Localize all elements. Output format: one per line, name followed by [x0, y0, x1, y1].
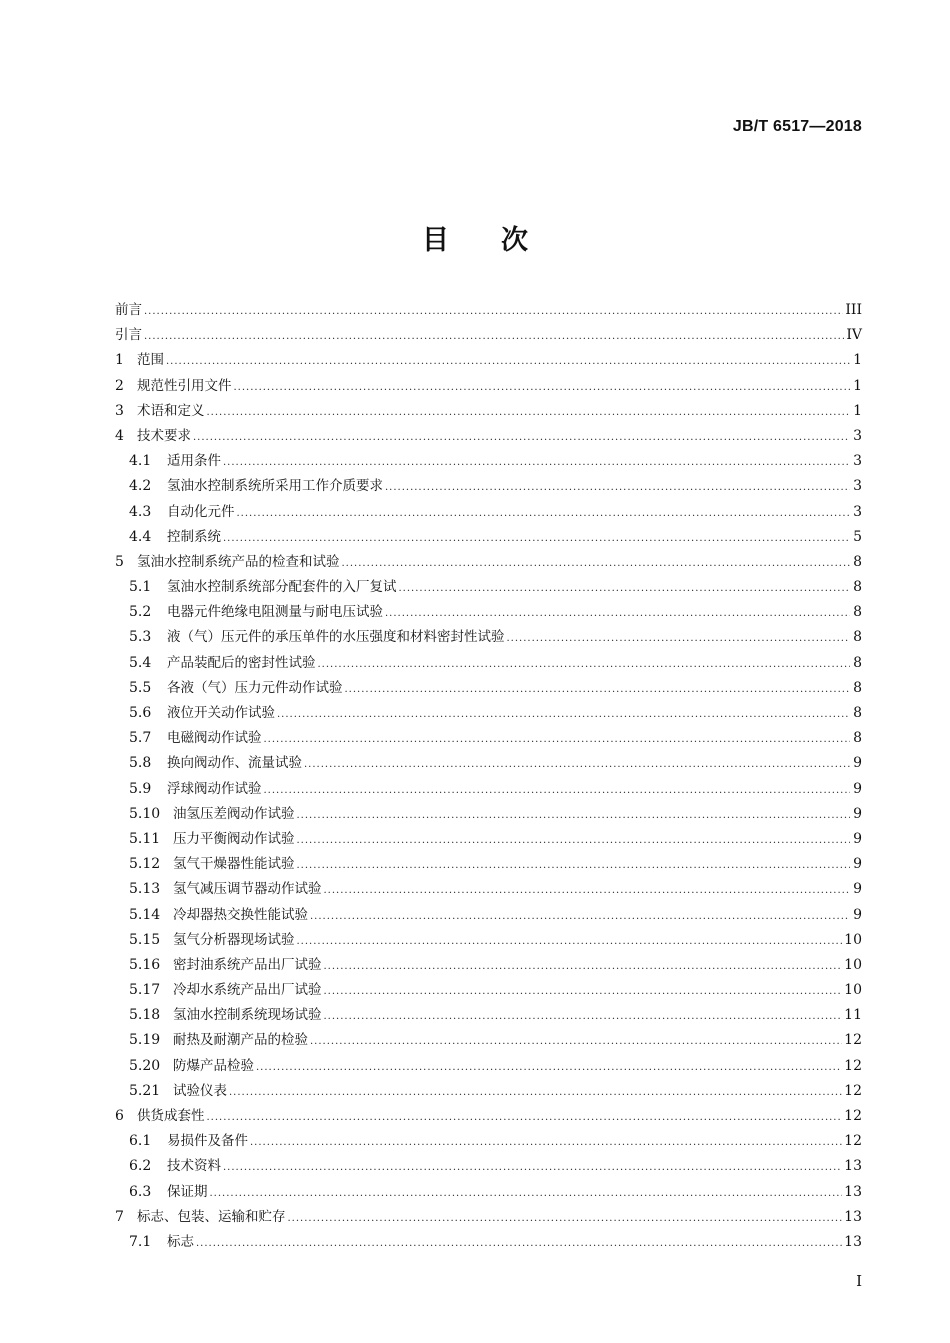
toc-leader-dots — [196, 1231, 842, 1256]
toc-leader-dots — [304, 752, 850, 777]
toc-entry-label: 规范性引用文件 — [137, 377, 232, 394]
toc-leader-dots — [207, 1105, 843, 1130]
toc-entry[interactable] — [115, 877, 862, 902]
toc-entry-number: 6.1 — [129, 1133, 152, 1150]
toc-entry-number: 5.18 — [129, 1007, 161, 1024]
toc-entry-label: 供货成套性 — [137, 1108, 205, 1124]
toc-entry[interactable] — [115, 1205, 862, 1230]
toc-leader-dots — [144, 299, 843, 324]
toc-leader-dots — [264, 778, 851, 803]
toc-entry-page: 8 — [853, 604, 862, 621]
toc-entry-number: 5.12 — [129, 856, 161, 873]
toc-entry-label: 冷却器热交换性能试验 — [173, 906, 308, 923]
toc-leader-dots — [297, 803, 851, 828]
toc-entry[interactable] — [115, 1129, 862, 1154]
toc-entry[interactable] — [115, 1180, 862, 1205]
toc-entry[interactable] — [115, 550, 862, 575]
toc-leader-dots — [399, 576, 851, 601]
toc-leader-dots — [229, 1080, 842, 1105]
toc-leader-dots — [385, 475, 850, 500]
toc-entry-page: 11 — [844, 1007, 862, 1024]
toc-entry-number: 4.3 — [129, 503, 152, 520]
toc-entry-label: 氢油水控制系统所采用工作介质要求 — [167, 478, 383, 495]
toc-leader-dots — [310, 1029, 842, 1054]
toc-entry-label: 油氢压差阀动作试验 — [173, 805, 295, 822]
toc-entry[interactable] — [115, 449, 862, 474]
toc-entry[interactable] — [115, 978, 862, 1003]
toc-leader-dots — [345, 677, 851, 702]
toc-leader-dots — [297, 929, 843, 954]
toc-leader-dots — [297, 828, 851, 853]
toc-entry-number: 5.20 — [129, 1057, 161, 1074]
toc-leader-dots — [310, 904, 850, 929]
toc-leader-dots — [264, 727, 851, 752]
standard-number: JB/T 6517—2018 — [732, 118, 862, 135]
toc-entry-label: 保证期 — [167, 1183, 208, 1200]
toc-entry-page: 5 — [853, 528, 862, 545]
toc-entry-page: 12 — [844, 1082, 862, 1099]
toc-entry-label: 前言 — [115, 302, 142, 318]
toc-entry-number: 3 — [115, 402, 124, 419]
toc-entry-page: 13 — [844, 1158, 862, 1175]
toc-leader-dots — [385, 601, 850, 626]
toc-entry-label: 氢油水控制系统产品的检查和试验 — [137, 553, 340, 570]
toc-entry-page: 3 — [853, 427, 862, 444]
toc-leader-dots — [342, 551, 851, 576]
toc-entry-label: 适用条件 — [167, 453, 221, 470]
toc-entry-label: 浮球阀动作试验 — [167, 780, 262, 797]
toc-entry-label: 防爆产品检验 — [173, 1057, 254, 1074]
toc-entry-page: 9 — [853, 805, 862, 822]
toc-entry-label: 标志、包装、运输和贮存 — [137, 1208, 286, 1225]
toc-leader-dots — [193, 425, 850, 450]
toc-entry[interactable] — [115, 676, 862, 701]
toc-entry[interactable] — [115, 1028, 862, 1053]
toc-entry-page: 8 — [853, 629, 862, 646]
toc-leader-dots — [250, 1130, 842, 1155]
toc-entry-number: 4.4 — [129, 528, 152, 545]
toc-entry-number: 5.4 — [129, 654, 152, 671]
toc-entry-number: 5.10 — [129, 805, 161, 822]
toc-entry-label: 电器元件绝缘电阻测量与耐电压试验 — [167, 604, 383, 621]
toc-entry-label: 耐热及耐潮产品的检验 — [173, 1032, 308, 1049]
toc-entry-page: 9 — [853, 906, 862, 923]
toc-entry-page: 9 — [853, 881, 862, 898]
toc-entry-page: 10 — [844, 931, 862, 948]
toc-entry-page: IV — [846, 327, 862, 344]
toc-entry-number: 7 — [115, 1208, 124, 1225]
toc-entry-page: 8 — [853, 553, 862, 570]
toc-entry-number: 5.9 — [129, 780, 152, 797]
toc-entry[interactable] — [115, 575, 862, 600]
toc-entry-page: 8 — [853, 679, 862, 696]
toc-entry[interactable] — [115, 298, 862, 323]
toc-leader-dots — [223, 1155, 842, 1180]
toc-leader-dots — [207, 400, 851, 425]
toc-entry-page: 9 — [853, 830, 862, 847]
toc-leader-dots — [324, 954, 843, 979]
toc-entry-label: 氢气减压调节器动作试验 — [173, 881, 322, 898]
toc-entry[interactable] — [115, 827, 862, 852]
toc-entry[interactable] — [115, 374, 862, 399]
toc-entry-page: III — [845, 302, 862, 318]
toc-entry-number: 4.2 — [129, 478, 152, 495]
toc-entry-page: 8 — [853, 705, 862, 721]
table-of-contents — [115, 298, 862, 1255]
toc-entry-page: 13 — [844, 1183, 862, 1200]
toc-entry-label: 控制系统 — [167, 528, 221, 545]
toc-entry[interactable] — [115, 399, 862, 424]
toc-entry[interactable] — [115, 1230, 862, 1255]
toc-leader-dots — [324, 979, 843, 1004]
toc-entry-number: 5.15 — [129, 931, 161, 948]
toc-entry-page: 12 — [844, 1032, 862, 1049]
toc-entry-page: 13 — [844, 1208, 862, 1225]
toc-leader-dots — [288, 1206, 843, 1231]
toc-entry-label: 氢油水控制系统部分配套件的入厂复试 — [167, 579, 397, 596]
toc-entry-page: 9 — [853, 755, 862, 772]
toc-entry-number: 5.11 — [129, 830, 161, 847]
toc-entry-label: 氢油水控制系统现场试验 — [173, 1007, 322, 1024]
toc-entry-number: 6.3 — [129, 1183, 152, 1200]
toc-entry-number: 5.17 — [129, 982, 161, 999]
toc-entry-label: 标志 — [167, 1233, 194, 1250]
toc-entry-page: 3 — [853, 453, 862, 470]
toc-entry-label: 自动化元件 — [167, 503, 235, 520]
page-number: I — [856, 1272, 862, 1290]
toc-entry[interactable] — [115, 600, 862, 625]
toc-entry-page: 3 — [853, 503, 862, 520]
toc-leader-dots — [256, 1055, 842, 1080]
toc-entry-page: 10 — [844, 956, 862, 973]
toc-entry-number: 7.1 — [129, 1233, 152, 1250]
toc-entry-label: 术语和定义 — [137, 402, 205, 419]
toc-entry-page: 9 — [853, 780, 862, 797]
toc-entry-label: 液位开关动作试验 — [167, 705, 275, 721]
toc-entry-number: 4.1 — [129, 453, 152, 470]
toc-entry[interactable] — [115, 348, 862, 373]
toc-entry-page: 1 — [853, 402, 862, 419]
toc-entry[interactable] — [115, 651, 862, 676]
toc-entry-number: 5 — [115, 553, 124, 570]
toc-leader-dots — [210, 1181, 843, 1206]
toc-entry-number: 5.2 — [129, 604, 152, 621]
toc-entry[interactable] — [115, 701, 862, 726]
toc-entry-number: 5.5 — [129, 679, 152, 696]
toc-entry-label: 易损件及备件 — [167, 1133, 248, 1150]
toc-leader-dots — [324, 1004, 843, 1029]
toc-entry[interactable] — [115, 500, 862, 525]
toc-entry-page: 12 — [844, 1057, 862, 1074]
toc-entry-number: 5.16 — [129, 956, 161, 973]
toc-entry-number: 5.1 — [129, 579, 152, 596]
toc-entry-number: 2 — [115, 377, 124, 394]
toc-leader-dots — [166, 349, 850, 374]
toc-entry-number: 4 — [115, 427, 124, 444]
toc-entry-label: 技术要求 — [137, 427, 191, 444]
toc-entry-page: 8 — [853, 654, 862, 671]
toc-entry-label: 试验仪表 — [173, 1082, 227, 1099]
toc-entry[interactable] — [115, 1104, 862, 1129]
toc-entry-page: 10 — [844, 982, 862, 999]
toc-entry-label: 冷却水系统产品出厂试验 — [173, 982, 322, 999]
toc-entry-label: 压力平衡阀动作试验 — [173, 830, 295, 847]
toc-entry-number: 6 — [115, 1108, 124, 1124]
toc-entry[interactable] — [115, 1054, 862, 1079]
toc-entry-label: 氢气分析器现场试验 — [173, 931, 295, 948]
toc-entry[interactable] — [115, 1079, 862, 1104]
toc-entry[interactable] — [115, 802, 862, 827]
toc-entry-number: 5.13 — [129, 881, 161, 898]
page-title: 目次 — [422, 225, 580, 256]
toc-entry-page: 13 — [844, 1233, 862, 1250]
toc-entry-page: 12 — [844, 1108, 862, 1124]
toc-entry-number: 5.21 — [129, 1082, 161, 1099]
toc-entry-page: 9 — [853, 856, 862, 873]
toc-entry-label: 密封油系统产品出厂试验 — [173, 956, 322, 973]
toc-entry-number: 5.7 — [129, 730, 152, 747]
toc-entry-number: 5.8 — [129, 755, 152, 772]
toc-leader-dots — [223, 526, 850, 551]
toc-entry[interactable] — [115, 751, 862, 776]
toc-entry-label: 产品装配后的密封性试验 — [167, 654, 316, 671]
toc-leader-dots — [507, 626, 851, 651]
toc-entry-label: 引言 — [115, 327, 142, 344]
toc-entry-number: 5.6 — [129, 705, 152, 721]
toc-entry[interactable] — [115, 1003, 862, 1028]
toc-entry[interactable] — [115, 1154, 862, 1179]
toc-entry-page: 8 — [853, 579, 862, 596]
toc-leader-dots — [234, 375, 851, 400]
toc-entry[interactable] — [115, 525, 862, 550]
toc-leader-dots — [144, 324, 844, 349]
toc-entry-page: 3 — [853, 478, 862, 495]
toc-entry[interactable] — [115, 852, 862, 877]
toc-entry-page: 12 — [844, 1133, 862, 1150]
toc-entry[interactable] — [115, 424, 862, 449]
toc-entry-label: 各液（气）压力元件动作试验 — [167, 679, 343, 696]
toc-entry[interactable] — [115, 726, 862, 751]
toc-leader-dots — [223, 450, 850, 475]
toc-entry[interactable] — [115, 625, 862, 650]
toc-entry[interactable] — [115, 928, 862, 953]
toc-leader-dots — [237, 501, 851, 526]
toc-entry-number: 6.2 — [129, 1158, 152, 1175]
toc-leader-dots — [318, 652, 851, 677]
toc-entry-page: 8 — [853, 730, 862, 747]
toc-entry[interactable] — [115, 903, 862, 928]
toc-entry-page: 1 — [853, 377, 862, 394]
toc-entry-number: 5.3 — [129, 629, 152, 646]
toc-entry-label: 氢气干燥器性能试验 — [173, 856, 295, 873]
toc-entry-label: 换向阀动作、流量试验 — [167, 755, 302, 772]
toc-entry[interactable] — [115, 777, 862, 802]
toc-entry[interactable] — [115, 323, 862, 348]
toc-entry-number: 5.19 — [129, 1032, 161, 1049]
toc-entry-number: 5.14 — [129, 906, 161, 923]
toc-leader-dots — [297, 853, 851, 878]
toc-leader-dots — [277, 702, 850, 727]
toc-leader-dots — [324, 878, 851, 903]
toc-entry-page: 1 — [853, 352, 862, 369]
toc-entry-number: 1 — [115, 352, 124, 369]
toc-entry[interactable] — [115, 474, 862, 499]
toc-entry-label: 技术资料 — [167, 1158, 221, 1175]
toc-entry-label: 液（气）压元件的承压单件的水压强度和材料密封性试验 — [167, 629, 505, 646]
toc-entry-label: 电磁阀动作试验 — [167, 730, 262, 747]
toc-entry-label: 范围 — [137, 352, 164, 369]
toc-entry[interactable] — [115, 953, 862, 978]
